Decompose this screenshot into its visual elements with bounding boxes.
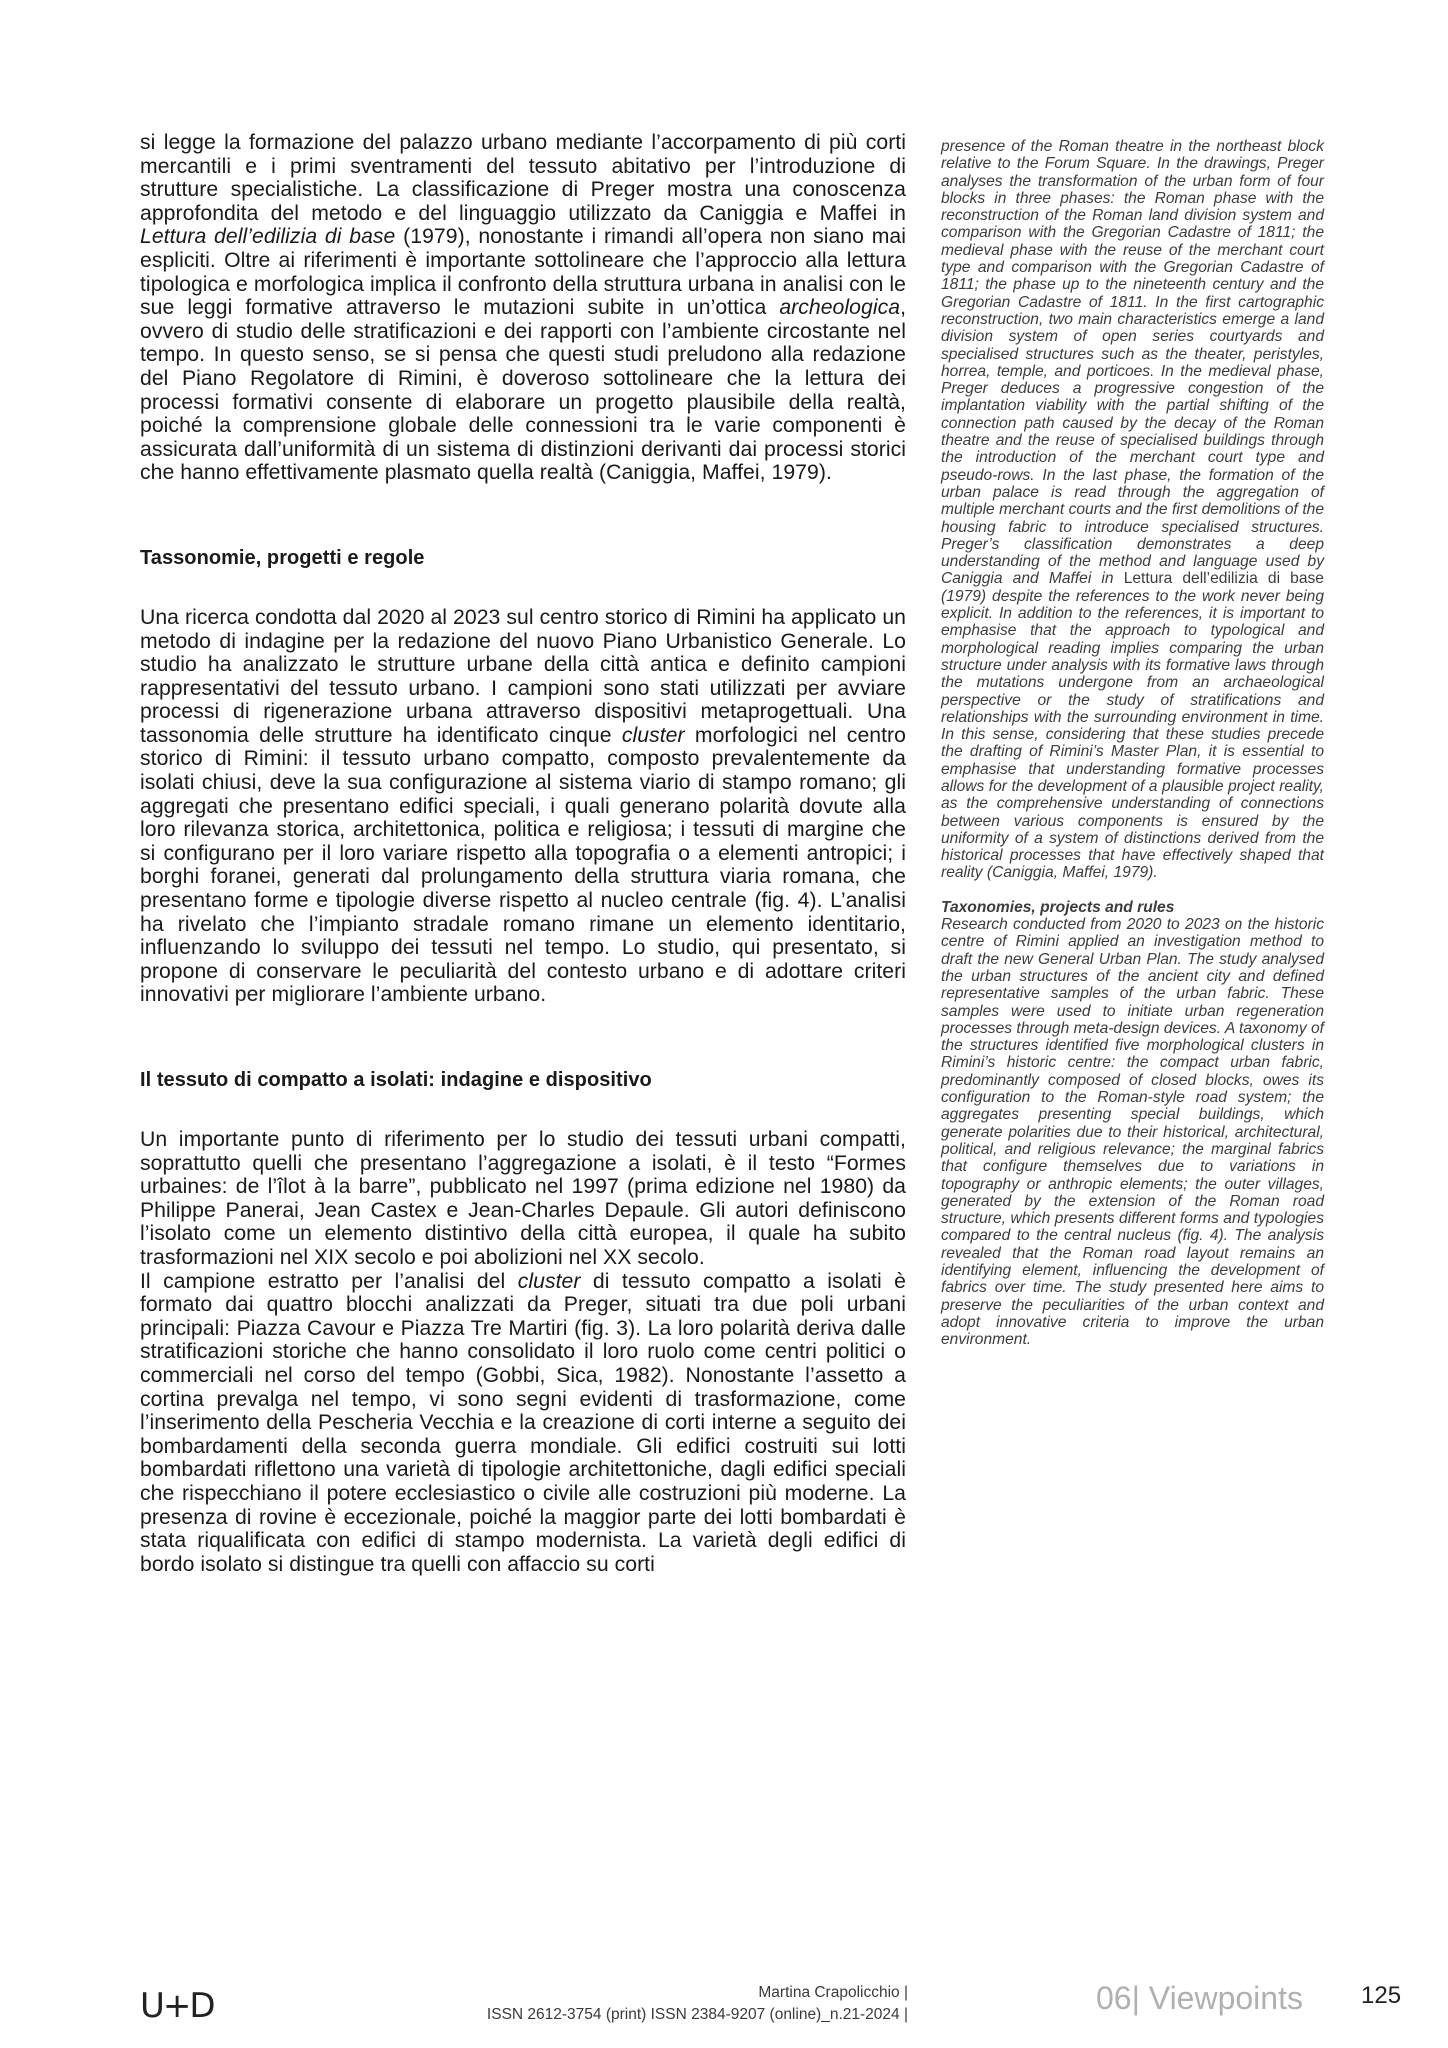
main-text-column xyxy=(140,131,906,1576)
side-book-title-ref: Lettura dell’edilizia di base xyxy=(1123,570,1324,588)
main-paragraph-1-text-b: (1979), nonostante i rimandi all’opera non siano mai espliciti. Oltre ai riferimenti è importante sottolineare che l’approccio alla lettura tipologica e morfologica implica il confronto della struttura urbana in analisi con le sue leggi formative attraverso le mutazioni subite in un’ottica xyxy=(140,225,907,320)
section-heading-tessuto-compatto: Il tessuto di compatto a isolati: indagine e dispositivo xyxy=(140,1069,652,1091)
side-paragraph-2: Research conducted from 2020 to 2023 on the historic centre of Rimini applied an investigation method to draft the new General Urban Plan. The study analysed the urban structures of the ancient city and defined representative samples of the urban fabric. These samples were used to initiate urban regeneration processes through meta-design devices. A taxonomy of the structures identified five morphological clusters in Rimini’s historic centre: the compact urban fabric, predominantly composed of closed blocks, owes its configuration to the Roman-style road system; the aggregates presenting special buildings, which generate polarities due to their historical, architectural, political, and religious relevance; the marginal fabrics that configure themselves due to variations in topography or anthropic elements; the outer villages, generated by the extension of the Roman road structure, which presents different forms and typologies compared to the central nucleus (fig. 4). The analysis revealed that the Roman road layout remains an identifying element, influencing the development of fabrics over time. The study presented here aims to preserve the peculiarities of the urban context and adopt innovative criteria to improve the urban environment. xyxy=(941,916,1324,1349)
main-paragraph-4-text-b: di tessuto compatto a isolati è formato dai quattro blocchi analizzati da Preger, situati tra due poli urbani principali: Piazza Cavour e Piazza Tre Martiri (fig. 3). La loro polarità deriva dalle stratificazioni storiche che hanno consolidato il loro ruolo come centri politici o commerciali nel corso del tempo (Gobbi, Sica, 1982). Nonostante l’assetto a cortina prevalga nel tempo, vi sono segni evidenti di trasformazione, come l’inserimento della Pescheria Vecchia e la creazione di corti interne a seguito dei bombardamenti della seconda guerra mondiale. Gli edifici costruiti sui lotti bombardati riflettono una varietà di tipologie architettoniche, dagli edifici speciali che rispecchiano il potere ecclesiastico o civile alle costruzioni più moderne. La presenza di rovine è eccezionale, poiché la maggior parte dei lotti bombardati è stata riqualificata con edifici di stampo modernista. La varietà degli edifici di bordo isolato si distingue tra quelli con affaccio su corti xyxy=(140,1269,906,1576)
side-paragraph-1-text-a: presence of the Roman theatre in the northeast block relative to the Forum Square. In the drawings, Preger analyses the transformation of the urban form of four blocks in three phases: the Roman phase with the reconstruction of the Roman land division system and comparison with the Gregorian Cadastre of 1811; the medieval phase with the reuse of the merchant court type and comparison with the Gregorian Cadastre of 1811; the phase up to the nineteenth century and the Gregorian Cadastre of 1811. In the first cartographic reconstruction, two main characteristics emerge a land division system of open series courtyards and specialised structures such as the theater, peristyles, horrea, temple, and porticoes. In the medieval phase, Preger deduces a progressive congestion of the implantation viability with the partial shifting of the connection path caused by the decay of the Roman theatre and the reuse of specialised buildings through the introduction of the merchant court type and pseudo-rows. In the last phase, the formation of the urban palace is read through the aggregation of multiple merchant courts and the first demolitions of the housing fabric to introduce specialised structures. Preger’s classification demonstrates a deep understanding of the method and language used by Caniggia and Maffei in xyxy=(941,138,1324,588)
book-title-ref: Lettura dell’edilizia di base xyxy=(140,225,396,249)
author-name: Martina Crapolicchio | xyxy=(758,1984,908,2001)
translation-column xyxy=(941,138,1324,1348)
main-paragraph-2 xyxy=(140,606,906,1007)
issn-line: ISSN 2612-3754 (print) ISSN 2384-9207 (online)_n.21-2024 | xyxy=(486,2006,908,2023)
archeologica-term: archeologica xyxy=(779,296,901,320)
main-paragraph-2-text-a: Una ricerca condotta dal 2020 al 2023 sul centro storico di Rimini ha applicato un metodo di indagine per la redazione del nuovo Piano Urbanistico Generale. Lo studio ha analizzato le strutture urbane della città antica e definito campioni rappresentativi del tessuto urbano. I campioni sono stati utilizzati per avviare processi di rigenerazione urbana attraverso dispositivi metaprogettuali. Una tassonomia delle strutture ha identificato cinque xyxy=(140,605,906,747)
section-label: 06| Viewpoints xyxy=(1096,1980,1303,2016)
main-paragraph-4 xyxy=(140,1270,906,1577)
journal-logo: U+D xyxy=(140,1986,214,2026)
side-paragraph-1 xyxy=(941,138,1324,882)
main-paragraph-4-text-a: Il campione estratto per l’analisi del xyxy=(140,1269,518,1293)
side-paragraph-1-text-b: (1979) despite the references to the work never being explicit. In addition to the references, it is important to emphasise that the approach to typological and morphological reading implies comparing the urban structure under analysis with its formative laws through the mutations undergone from an archaeological perspective or the study of stratifications and relationships with the surrounding environment in time. In this sense, considering that these studies precede the drafting of Rimini’s Master Plan, it is essential to emphasise that understanding formative processes allows for the development of a plausible project reality, as the comprehensive understanding of connections between various components is ensured by the uniformity of a system of distinctions derived from the historical processes that have effectively shaped that reality (Caniggia, Maffei, 1979). xyxy=(941,587,1324,882)
cluster-term: cluster xyxy=(621,723,685,747)
section-heading-tassonomie: Tassonomie, progetti e regole xyxy=(140,546,425,569)
footer-credits xyxy=(487,1982,908,2026)
main-paragraph-1-text-c: , ovvero di studio delle stratificazioni e dei rapporti con l’ambiente circostante nel tempo. In questo senso, se si pensa che questi studi preludono alla redazione del Piano Regolatore di Rimini, è doveroso sottolineare che la lettura dei processi formativi consente di elaborare un progetto plausibile della realtà, poiché la comprensione globale delle connessioni tra le varie componenti è assicurata dall’uniformità di un sistema di distinzioni derivanti dai processi storici che hanno effettivamente plasmato quella realtà (Caniggia, Maffei, 1979). xyxy=(140,296,906,485)
side-section-heading: Taxonomies, projects and rules xyxy=(941,898,1175,916)
main-paragraph-3: Un importante punto di riferimento per lo studio dei tessuti urbani compatti, soprattutto quelli che presentano l’aggregazione a isolati, è il testo “Formes urbaines: de l’îlot à la barre”, pubblicato nel 1997 (prima edizione nel 1980) da Philippe Panerai, Jean Castex e Jean-Charles Depaule. Gli autori definiscono l’isolato come un elemento distintivo della città europea, il quale ha subito trasformazioni nel XIX secolo e poi abolizioni nel XX secolo. xyxy=(140,1128,906,1269)
main-paragraph-2-text-b: morfologici nel centro storico di Rimini: il tessuto urbano compatto, composto prevalentemente da isolati chiusi, deve la sua configurazione al sistema viario di stampo romano; gli aggregati che presentano edifici speciali, i quali generano polarità dovute alla loro rilevanza storica, architettonica, politica e religiosa; i tessuti di margine che si configurano per il loro variare rispetto alla topografia o a elementi antropici; i borghi foranei, generati dal prolungamento della struttura viaria romana, che presentano forme e tipologie diverse rispetto al nucleo centrale (fig. 4). L’analisi ha rivelato che l’impianto stradale romano rimane un elemento identitario, influenzando lo sviluppo dei tessuti nel tempo. Lo studio, qui presentato, si propone di conservare le peculiarità del contesto urbano e di adottare criteri innovativi per migliorare l’ambiente urbano. xyxy=(140,723,906,1007)
main-paragraph-1 xyxy=(140,131,906,485)
cluster-term: cluster xyxy=(517,1269,581,1293)
page-number: 125 xyxy=(1361,1982,1402,2009)
main-paragraph-1-text-a: si legge la formazione del palazzo urbano mediante l’accorpamento di più corti mercantili e i primi sventramenti del tessuto abitativo per l’introduzione di strutture specialistiche. La classificazione di Preger mostra una conoscenza approfondita del metodo e del linguaggio utilizzato da Caniggia e Maffei in xyxy=(140,131,906,225)
